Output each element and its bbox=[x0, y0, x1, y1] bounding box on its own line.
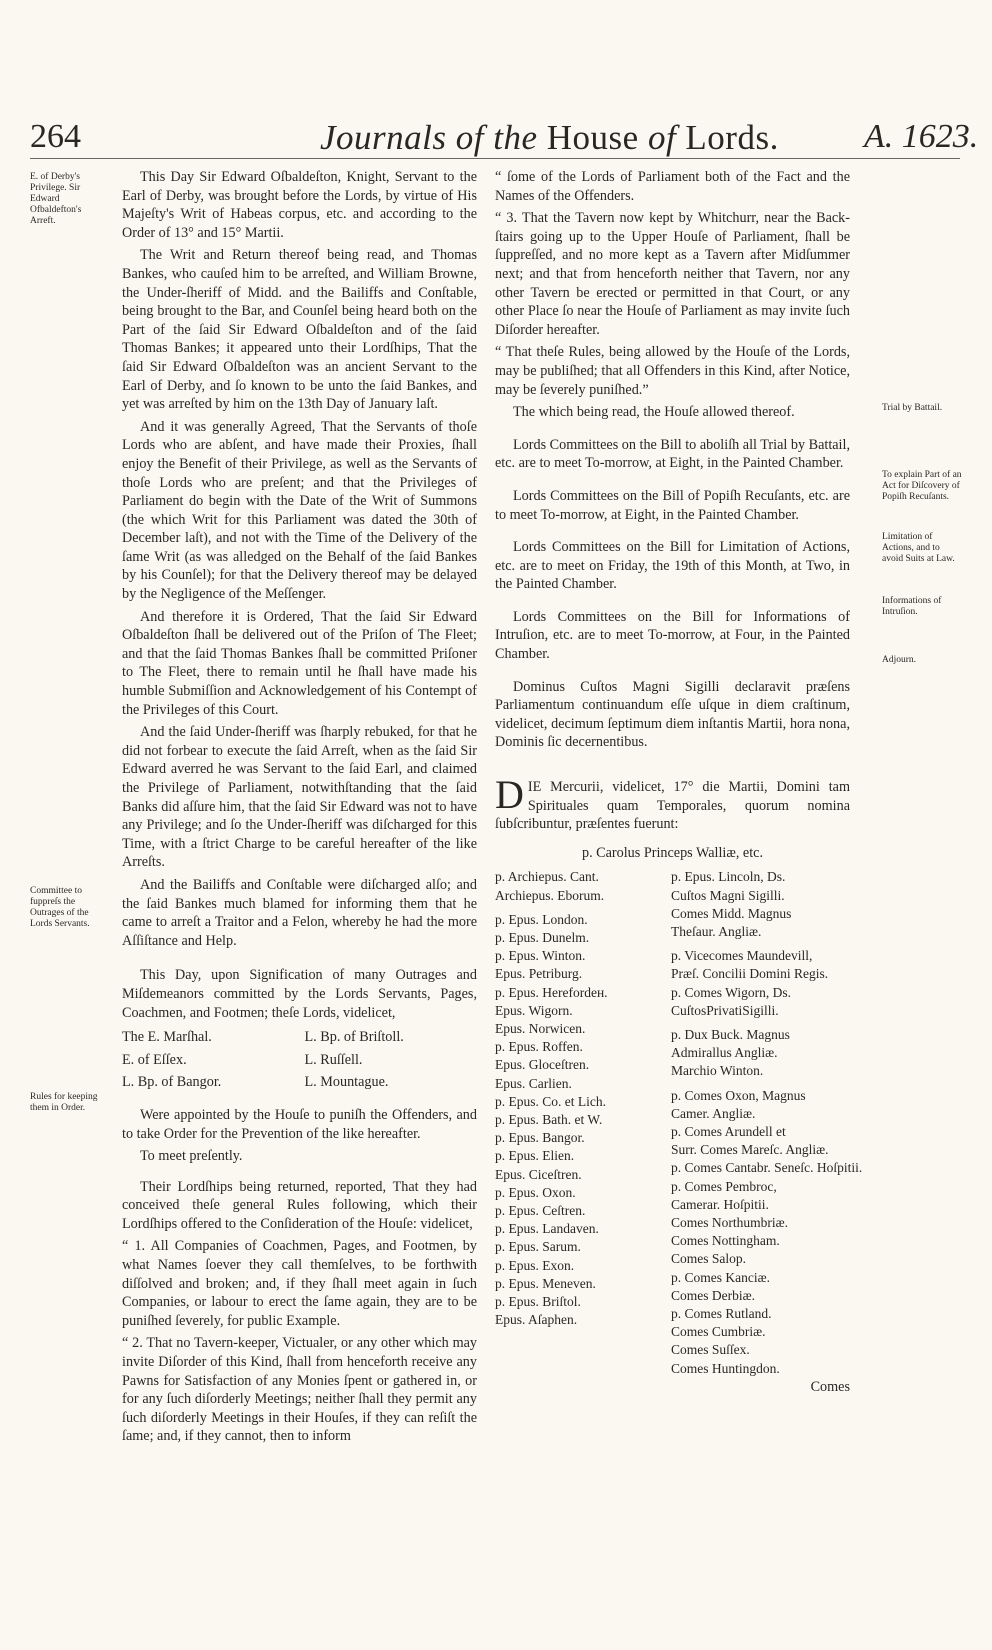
attendance-entry: p. Comes Rutland. bbox=[671, 1306, 772, 1322]
year-heading: A. 1623. bbox=[864, 118, 979, 155]
attendance-entry: Epus. Aſaphen. bbox=[495, 1312, 578, 1328]
paragraph: This Day, upon Signification of many Outrages and Miſdemeanors committed by the Lords Servants, Pages, Coachmen, and Footmen; theſe Lords, videlicet, bbox=[122, 967, 477, 1021]
attendance-entry: Comes Midd. Magnus bbox=[671, 905, 792, 921]
attendance-entry: p. Epus. Sarum. bbox=[495, 1239, 581, 1255]
attendance-entry: p. Epus. Bangor. bbox=[495, 1130, 585, 1146]
attendance-entry: p. Comes Cantabr. Seneſc. Hoſpitii. bbox=[671, 1160, 863, 1176]
attendance-entry: Archiepus. Eborum. bbox=[495, 887, 605, 903]
lord-name: L. Mountague. bbox=[304, 1074, 389, 1091]
margin-note-popish: To explain Part of an Act for Diſcovery of Popiſh Recuſants. bbox=[882, 470, 962, 502]
paragraph: And the ſaid Under-ſheriff was ſharply rebuked, for that he did not forbear to execute the ſaid Arreſt, when as the ſaid Sir Edward averred he was Servant to the ſaid Earl, and claimed the Privilege of Parliament, notwithſtanding that the ſaid Banks did aſſure him, that the ſaid Sir Edward was not to have any Privilege; and ſo the Under-ſheriff was diſcharged for this Time, with a ſtrict Charge to be careful hereafter of the like Arreſts. bbox=[122, 724, 477, 871]
page-number: 264 bbox=[30, 118, 81, 155]
margin-note-trial: Trial by Battail. bbox=[882, 403, 943, 413]
attendance-entry: p. Comes Oxon, Magnus bbox=[671, 1087, 806, 1103]
paragraph: To meet preſently. bbox=[140, 1148, 243, 1165]
paragraph: “ 3. That the Tavern now kept by Whitchurr, near the Back-ſtairs going up to the Upper Houſe of Parliament, ſhall be ſuppreſſed, and no more kept as a Tavern after Midſummer next; and that from henceforth neither that Tavern, nor any other Tavern be erected or permitted in that Court, or any other Place ſo near the Houſe of Parliament as may invite ſuch Diſorder hereafter. bbox=[495, 210, 850, 338]
paragraph: Were appointed by the Houſe to puniſh the Offenders, and to take Order for the Prevention of the like hereafter. bbox=[122, 1106, 477, 1142]
paragraph: Lords Committees on the Bill for Limitation of Actions, etc. are to meet on Friday, the 19th of this Month, at Two, in the Painted Chamber. bbox=[495, 539, 850, 593]
left-column bbox=[122, 168, 477, 1450]
attendance-entry: Epus. Norwicen. bbox=[495, 1021, 586, 1037]
title-journals: Journals bbox=[320, 118, 447, 157]
paragraph: “ ſome of the Lords of Parliament both of the Fact and the Names of the Offenders. bbox=[495, 169, 850, 204]
attendance-entry: p. Epus. Elien. bbox=[495, 1148, 575, 1164]
attendance-list-left bbox=[495, 868, 665, 1377]
attendance-entry: p. Comes Pembroc, bbox=[671, 1178, 777, 1194]
lord-name: L. Bp. of Briſtoll. bbox=[304, 1029, 404, 1046]
margin-note-adjourn: Adjourn. bbox=[882, 655, 917, 665]
attendance-entry: Comes Northumbriæ. bbox=[671, 1215, 788, 1231]
attendance-entry: p. Comes Kanciæ. bbox=[671, 1269, 770, 1285]
paragraph: This Day Sir Edward Oſbaldeſton, Knight, Servant to the Earl of Derby, was brought before the Lords, by virtue of His Majeſty's Writ of Habeas corpus, etc. and according to the Order of 13° and 15° Martii. bbox=[122, 169, 477, 241]
attendance-entry: p. Epus. Lincoln, Ds. bbox=[671, 869, 786, 885]
attendance-entry: p. Epus. Dunelm. bbox=[495, 930, 590, 946]
attendance-entry: Epus. Gloceſtren. bbox=[495, 1057, 590, 1073]
attendance-entry: Comes Suſſex. bbox=[671, 1342, 750, 1358]
attendance-entry: p. Epus. Ceſtren. bbox=[495, 1203, 586, 1219]
attendance-entry: Comes Nottingham. bbox=[671, 1233, 780, 1249]
attendance-prince: p. Carolus Princeps Walliæ, etc. bbox=[581, 844, 764, 861]
attendance-entry: p. Epus. London. bbox=[495, 911, 588, 927]
attendance-heading bbox=[495, 772, 850, 834]
attendance-entry: p. Archiepus. Cant. bbox=[495, 869, 599, 885]
paragraph: The Writ and Return thereof being read, and Thomas Bankes, who cauſed him to be arreſted, and William Browne, the Under-ſheriff of Midd. and the Bailiffs and Conſtable, being brought to the Bar, and Counſel being heard both on the Part of the ſaid Sir Edward Oſbaldeſton and of the ſaid Thomas Bankes; it appeared unto their Lordſhips, That the ſaid Sir Edward Oſbaldeſton was an ancient Servant to the Earl of Derby, and ſo known to be unto the ſaid Bankes, and yet was arreſted by him on the 13th Day of January laſt. bbox=[122, 247, 477, 413]
header-rule bbox=[30, 158, 960, 159]
attendance-entry: Admirallus Angliæ. bbox=[671, 1045, 778, 1061]
margin-note-rules: Rules for keeping them in Order. bbox=[30, 1092, 98, 1113]
attendance-entry: Cuſtos Magni Sigilli. bbox=[671, 887, 785, 903]
paragraph: And the Bailiffs and Conſtable were diſcharged alſo; and the ſaid Bankes much blamed for informing them that he came to arreſt a Traitor and a Felon, whereby he had the more Aſſiſtance and Help. bbox=[122, 876, 477, 949]
margin-note-informations: Informations of Intruſion. bbox=[882, 596, 942, 617]
attendance-entry: Camerar. Hoſpitii. bbox=[671, 1196, 769, 1212]
attendance-entry: Epus. Ciceſtren. bbox=[495, 1166, 582, 1182]
attendance-entry: p. Epus. Herefordeн. bbox=[495, 984, 608, 1000]
paragraph: And it was generally Agreed, That the Servants of thoſe Lords who are abſent, and have made their Proxies, ſhall enjoy the Benefit of their Privilege, as well as the Servants of thoſe Lords who are preſent; and that the Privileges of Parliament do begin with the Date of the Writ of Summons (the which Writ for this Parliament was dated the 30th of December laſt), and not with the Time of the Delivery of the ſame Writ (as was alledged on the Behalf of the ſaid Bankes by his Counſel); for that the Delivery thereof may be delayed by the Negligence of the Meſſenger. bbox=[122, 418, 477, 603]
paragraph: The which being read, the Houſe allowed thereof. bbox=[513, 404, 795, 421]
paragraph: “ That theſe Rules, being allowed by the Houſe of the Lords, may be publiſhed; that all Offenders in this Kind, after Notice, may be ſeverely puniſhed.” bbox=[495, 344, 850, 398]
page-title bbox=[320, 118, 779, 158]
attendance-entry: CuſtosPrivatiSigilli. bbox=[671, 1002, 779, 1018]
attendance-entry: Epus. Wigorn. bbox=[495, 1002, 573, 1018]
attendance-entry: p. Epus. Oxon. bbox=[495, 1184, 576, 1200]
attendance-entry: p. Epus. Meneven. bbox=[495, 1275, 596, 1291]
title-lords: Lords. bbox=[685, 118, 779, 157]
paragraph: And therefore it is Ordered, That the ſaid Sir Edward Oſbaldeſton ſhall be delivered out of the Priſon of The Fleet; and that the ſaid Thomas Bankes ſhall be committed Priſoner to The Fleet, there to remain until he ſhall have made his humble Submiſſion and Acknowledgement of his Contempt of the Privileges of this Court. bbox=[122, 608, 477, 718]
attendance-entry: p. Dux Buck. Magnus bbox=[671, 1027, 790, 1043]
attendance-entry: p. Comes Wigorn, Ds. bbox=[671, 984, 791, 1000]
title-of2: of bbox=[647, 118, 677, 157]
attendance-entry: Comes Derbiæ. bbox=[671, 1287, 755, 1303]
paragraph: Lords Committees on the Bill to aboliſh all Trial by Battail, etc. are to meet To-morrow, at Eight, in the Painted Chamber. bbox=[495, 436, 850, 472]
attendance-entry: Comes Salop. bbox=[671, 1251, 747, 1267]
attendance-entry: p. Epus. Briſtol. bbox=[495, 1294, 581, 1310]
attendance-entry: Comes Huntingdon. bbox=[671, 1360, 780, 1376]
attendance-entry: Præſ. Concilii Domini Regis. bbox=[671, 966, 829, 982]
margin-note-committee: Committee to fuppreſs the Outrages of the Lords Servants. bbox=[30, 886, 90, 929]
attendance-entry: p. Comes Arundell et bbox=[671, 1124, 786, 1140]
attendance-entry: Epus. Carlien. bbox=[495, 1075, 572, 1091]
committee-lords-list bbox=[122, 1028, 477, 1096]
attendance-list bbox=[495, 868, 863, 1377]
title-of1: of bbox=[455, 118, 484, 157]
lord-name: E. of Eſſex. bbox=[122, 1051, 187, 1068]
margin-note-limitation: Limitation of Actions, and to avoid Suits at Law. bbox=[882, 532, 955, 564]
attendance-entry: p. Epus. Co. et Lich. bbox=[495, 1093, 606, 1109]
paragraph: Lords Committees on the Bill of Popiſh Recuſants, etc. are to meet To-morrow, at Eight, in the Painted Chamber. bbox=[495, 487, 850, 523]
attendance-intro: IE Mercurii, videlicet, 17° die Martii, Domini tam Spirituales quam Temporales, quorum nomina ſubſcribuntur, præſentes fuerunt: bbox=[495, 779, 850, 833]
paragraph: “ 2. That no Tavern-keeper, Victualer, or any other which may invite Diſorder of this Kind, ſhall from henceforth receive any Pawns for Satisfaction of any Monies ſpent or gathered in, or for any ſuch diſorderly Meetings; neither ſhall they permit any ſuch diſorderly Meetings in their Houſes, if they can reſiſt the ſame; and, if they cannot, then to inform bbox=[122, 1335, 477, 1445]
right-column bbox=[495, 168, 863, 1396]
attendance-entry: Comes Cumbriæ. bbox=[671, 1324, 766, 1340]
paragraph: Lords Committees on the Bill for Informations of Intruſion, etc. are to meet To-morrow, at Four, in the Painted Chamber. bbox=[495, 608, 850, 663]
attendance-entry: Marchio Winton. bbox=[671, 1063, 764, 1079]
attendance-entry: p. Epus. Roffen. bbox=[495, 1039, 583, 1055]
paragraph: Dominus Cuſtos Magni Sigilli declaravit præſens Parliamentum continuandum eſſe uſque in diem craſtinum, videlicet, decimum ſeptimum diem inſtantis Martii, hora nona, Dominis ſic decernentibus. bbox=[495, 678, 850, 751]
attendance-entry: Camer. Angliæ. bbox=[671, 1105, 756, 1121]
drop-cap: D bbox=[495, 772, 524, 818]
attendance-entry: Surr. Comes Mareſc. Angliæ. bbox=[671, 1142, 829, 1158]
lord-name: L. Bp. of Bangor. bbox=[122, 1074, 222, 1091]
attendance-entry: Epus. Petriburg. bbox=[495, 966, 583, 982]
attendance-entry: p. Vicecomes Maundevill, bbox=[671, 948, 813, 964]
lord-name: L. Ruſſell. bbox=[304, 1051, 363, 1068]
margin-note-derby: E. of Derby's Privilege. Sir Edward Ofbaldefton's Arreft. bbox=[30, 172, 82, 226]
catchword: Comes bbox=[810, 1378, 850, 1395]
attendance-entry: p. Epus. Bath. et W. bbox=[495, 1112, 603, 1128]
title-house: House bbox=[546, 118, 639, 157]
paragraph: “ 1. All Companies of Coachmen, Pages, and Footmen, by what Names ſoever they call themſelves, to be forthwith diſſolved and broken; and, if they ſhall meet again in ſuch Companies, or labour to erect the ſame again, they are to be puniſhed ſeverely, for public Example. bbox=[122, 1238, 477, 1329]
attendance-entry: p. Epus. Exon. bbox=[495, 1257, 575, 1273]
title-the: the bbox=[493, 118, 538, 157]
paragraph: Their Lordſhips being returned, reported, That they had conceived theſe general Rules following, which their Lordſhips offered to the Conſideration of the Houſe: videlicet, bbox=[122, 1178, 477, 1232]
lord-name: The E. Marſhal. bbox=[122, 1029, 212, 1046]
attendance-entry: p. Epus. Landaven. bbox=[495, 1221, 599, 1237]
attendance-entry: Theſaur. Angliæ. bbox=[671, 924, 762, 940]
attendance-list-right bbox=[671, 868, 861, 1377]
attendance-entry: p. Epus. Winton. bbox=[495, 948, 586, 964]
